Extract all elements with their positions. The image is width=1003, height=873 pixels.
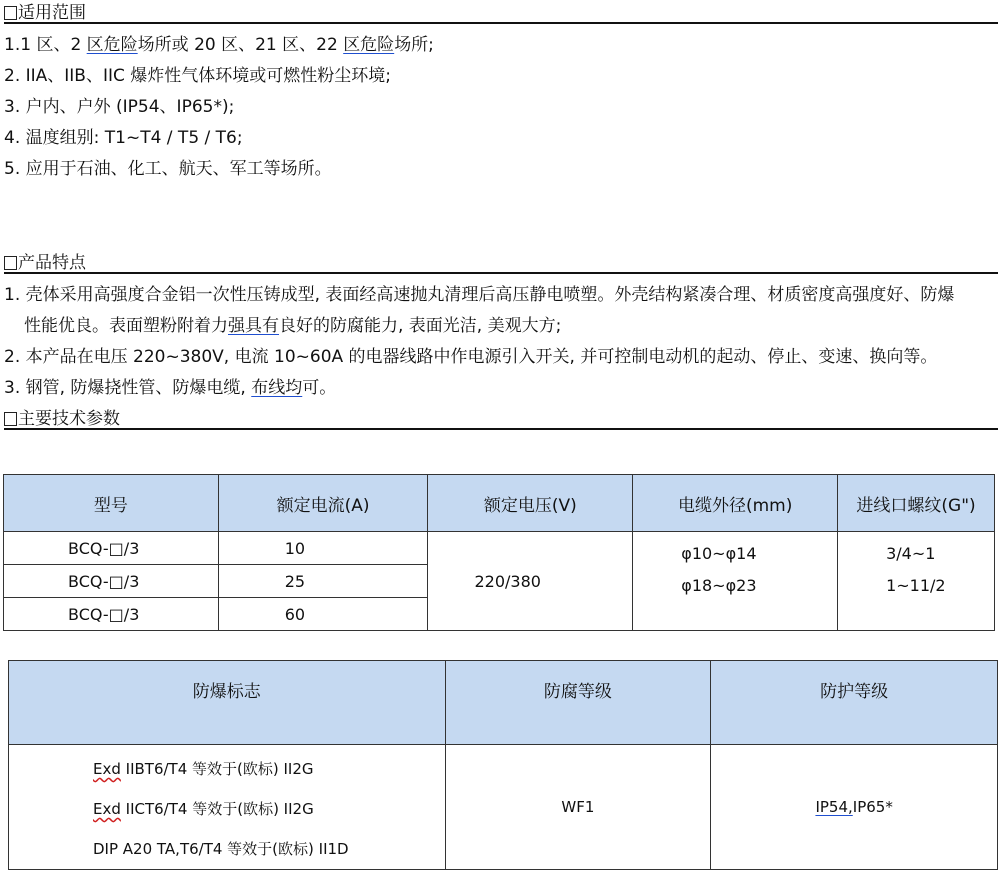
explosion-mark: DIP A20 TA,T6/T4 等效于(欧标) II1D [93,840,349,858]
header-diameter: 电缆外径(mm) [633,475,838,532]
section-rule [4,428,998,430]
params-table [3,474,995,631]
scope-item-1: 1.1 区、2 区危险场所或 20 区、21 区、22 区危险场所; [4,35,434,55]
explosion-marks-cell [9,745,446,870]
params-heading: 主要技术参数 [4,408,120,430]
params-header-row [4,475,995,532]
protection-grade-cell: IP54,IP65* [711,745,998,870]
model-cell: BCQ-□/3 [4,565,219,598]
model-cell: BCQ-□/3 [4,598,219,631]
features-heading: 产品特点 [4,252,86,274]
thread-value: 3/4~1 [886,544,936,563]
explosion-mark: Exd IIBT6/T4 等效于(欧标) II2G [93,760,314,778]
header-corrosion-grade: 防腐等级 [445,661,711,745]
current-cell: 60 [218,598,428,631]
diameter-cell [633,532,838,631]
table-row [4,532,995,565]
checkbox-square-icon [4,256,17,270]
voltage-cell: 220/380 [428,532,633,631]
corrosion-grade-cell: WF1 [445,745,711,870]
scope-item-3: 3. 户内、户外 (IP54、IP65*); [4,97,235,117]
header-model: 型号 [4,475,219,532]
checkbox-square-icon [4,412,17,426]
thread-cell [838,532,995,631]
diameter-value: φ10~φ14 [681,544,757,563]
thread-value: 1~11/2 [886,576,946,595]
protection-header-row [9,661,998,745]
header-current: 额定电流(A) [218,475,428,532]
section-rule [4,272,998,274]
checkbox-square-icon [4,6,17,20]
scope-heading: 适用范围 [4,2,86,24]
section-rule [4,22,998,24]
scope-item-2: 2. IIA、IIB、IIC 爆炸性气体环境或可燃性粉尘环境; [4,66,391,86]
feature-item-2: 2. 本产品在电压 220~380V, 电流 10~60A 的电器线路中作电源引入开关, 并可控制电动机的起动、停止、变速、换向等。 [4,347,938,367]
header-explosion-mark: 防爆标志 [9,661,446,745]
model-cell: BCQ-□/3 [4,532,219,565]
current-cell: 10 [218,532,428,565]
feature-item-1-line-1: 1. 壳体采用高强度合金铝一次性压铸成型, 表面经高速抛丸清理后高压静电喷塑。外壳结构紧凑合理、材质密度高强度好、防爆 [4,285,955,305]
explosion-mark: Exd IICT6/T4 等效于(欧标) II2G [93,800,314,818]
header-protection-grade: 防护等级 [711,661,998,745]
protection-table [8,660,998,870]
feature-item-1-line-2: 性能优良。表面塑粉附着力强具有良好的防腐能力, 表面光洁, 美观大方; [24,316,562,336]
diameter-value: φ18~φ23 [681,576,757,595]
header-voltage: 额定电压(V) [428,475,633,532]
feature-item-3: 3. 钢管, 防爆挠性管、防爆电缆, 布线均可。 [4,378,337,398]
scope-item-4: 4. 温度组别: T1~T4 / T5 / T6; [4,128,243,148]
current-cell: 25 [218,565,428,598]
table-row [9,745,998,870]
scope-item-5: 5. 应用于石油、化工、航天、军工等场所。 [4,159,332,179]
header-thread: 进线口螺纹(G") [838,475,995,532]
